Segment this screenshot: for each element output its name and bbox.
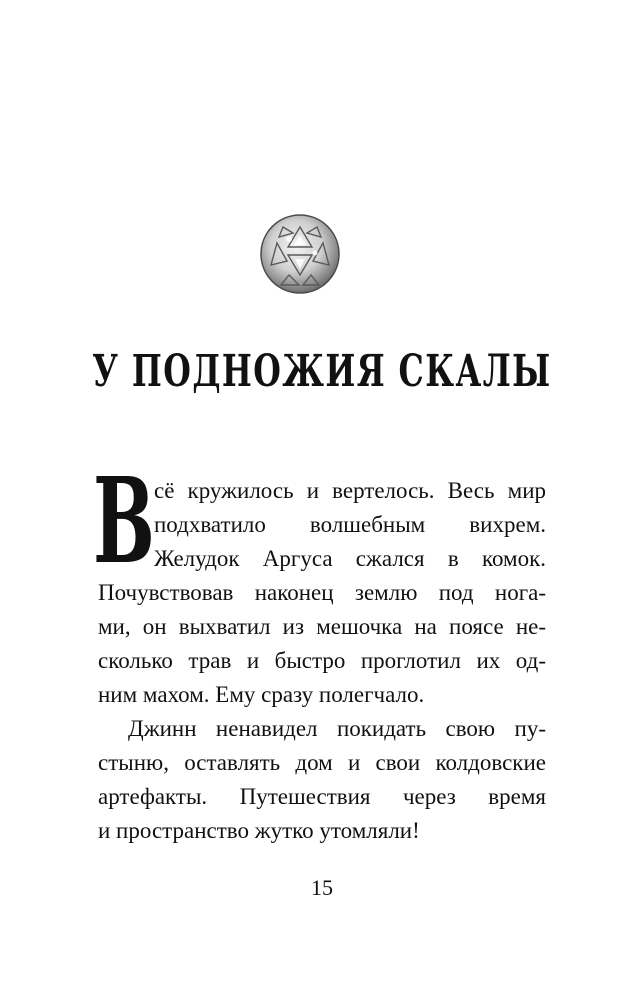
text-line: подхватило волшебным вихрем. (154, 512, 546, 537)
text-line: ми, он выхватил из мешочка на поясе не- (98, 614, 546, 639)
crystal-orb-icon (259, 213, 341, 295)
text-line: и пространство жутко утомляли! (98, 818, 420, 843)
text-line: Джинн ненавидел покидать свою пу- (128, 716, 546, 741)
text-line: сё кружилось и вертелось. Весь мир (154, 478, 546, 503)
text-line: артефакты. Путешествия через время (98, 784, 546, 809)
text-line: сколько трав и быстро проглотил их од- (98, 648, 546, 673)
text-line: Желудок Аргуса сжался в комок. (154, 546, 546, 571)
page-number: 15 (311, 875, 333, 900)
text-line: Почувствовав наконец землю под нога- (98, 580, 546, 605)
text-line: стыню, оставлять дом и свои колдовские (98, 750, 546, 775)
chapter-title: У ПОДНОЖИЯ СКАЛЫ (92, 346, 552, 397)
text-line: ним махом. Ему сразу полегчало. (98, 682, 425, 707)
drop-cap: В (93, 451, 155, 590)
